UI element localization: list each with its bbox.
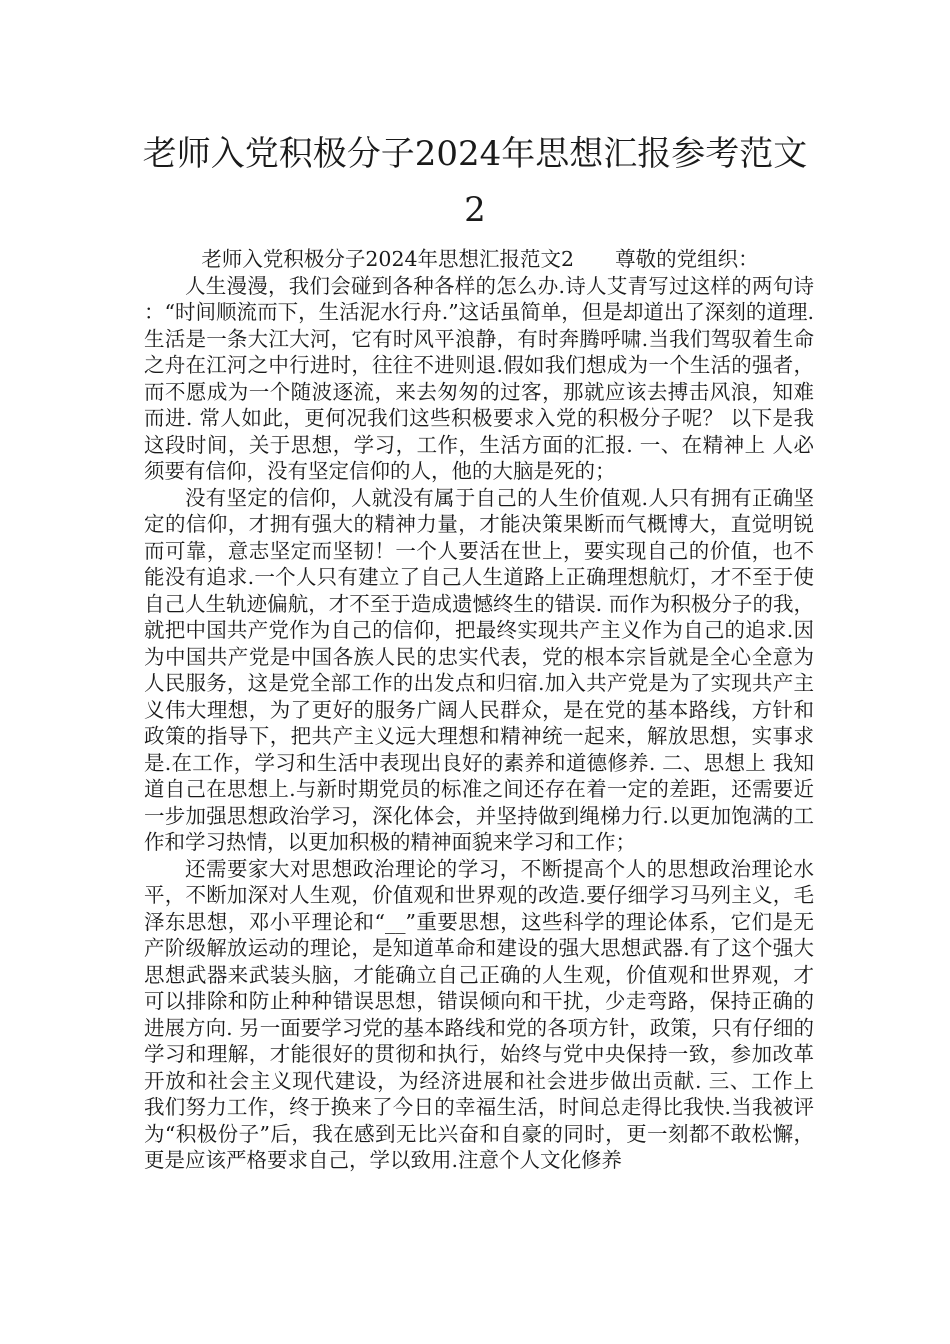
paragraph-life: 人生漫漫，我们会碰到各种各样的怎么办.诗人艾青写过这样的两句诗：“时间顺流而下，生活泥水行舟.”这话虽简单，但是却道出了深刻的道理. 生活是一条大江大河，它有时风平浪静，有时奔腾呼啸.当我们驾驭着生命之舟在江河之中行进时，往往不进则退.假如我们想成为一个生活的强者，而不愿成为一个随波逐流，来去匆匆的过客，那就应该去搏击风浪，知难而进. 常人如此，更何况我们这些积极要求入党的积极分子呢？ 以下是我这段时间，关于思想，学习，工作，生活方面的汇报. 一、在精神上 人必须要有信仰，没有坚定信仰的人，他的大脑是死的； <box>144 273 814 483</box>
paragraph-intro: 老师入党积极分子2024年思想汇报范文2 尊敬的党组织： <box>201 247 759 271</box>
document-title: 老师入党积极分子2024年思想汇报参考范文2 <box>142 134 808 230</box>
document-body <box>144 246 814 1174</box>
paragraph-belief: 没有坚定的信仰，人就没有属于自己的人生价值观.人只有拥有正确坚定的信仰，才拥有强大的精神力量，才能决策果断而气概博大，直觉明锐而可靠，意志坚定而坚韧！一个人要活在世上，要实现自己的价值，也不能没有追求.一个人只有建立了自己人生道路上正确理想航灯，才不至于使自己人生轨迹偏航，才不至于造成遗憾终生的错误. 而作为积极分子的我，就把中国共产党作为自己的信仰，把最终实现共产主义作为自己的追求.因为中国共产党是中国各族人民的忠实代表，党的根本宗旨就是全心全意为人民服务，这是党全部工作的出发点和归宿.加入共产党是为了实现共产主义伟大理想，为了更好的服务广阔人民群众，是在党的基本路线，方针和政策的指导下，把共产主义远大理想和精神统一起来，解放思想，实事求是.在工作，学习和生活中表现出良好的素养和道德修养. 二、思想上 我知道自己在思想上.与新时期党员的标准之间还存在着一定的差距，还需要近一步加强思想政治学习，深化体会，并坚持做到绳梯力行.以更加饱满的工作和学习热情，以更加积极的精神面貌来学习和工作； <box>144 485 814 854</box>
paragraph-study: 还需要家大对思想政治理论的学习，不断提高个人的思想政治理论水平，不断加深对人生观，价值观和世界观的改造.要仔细学习马列主义，毛泽东思想，邓小平理论和“__”重要思想，这些科学的理论体系，它们是无产阶级解放运动的理论，是知道革命和建设的强大思想武器.有了这个强大思想武器来武装头脑，才能确立自己正确的人生观，价值观和世界观，才可以排除和防止种种错误思想，错误倾向和干扰，少走弯路，保持正确的进展方向. 另一面要学习党的基本路线和党的各项方针，政策，只有仔细的学习和理解，才能很好的贯彻和执行，始终与党中央保持一致，参加改革开放和社会主义现代建设，为经济进展和社会进步做出贡献. 三、工作上 我们努力工作，终于换来了今日的幸福生活，时间总走得比我快.当我被评为“积极份子”后，我在感到无比兴奋和自豪的同时，更一刻都不敢松懈，更是应该严格要求自己，学以致用.注意个人文化修养 <box>144 856 814 1172</box>
